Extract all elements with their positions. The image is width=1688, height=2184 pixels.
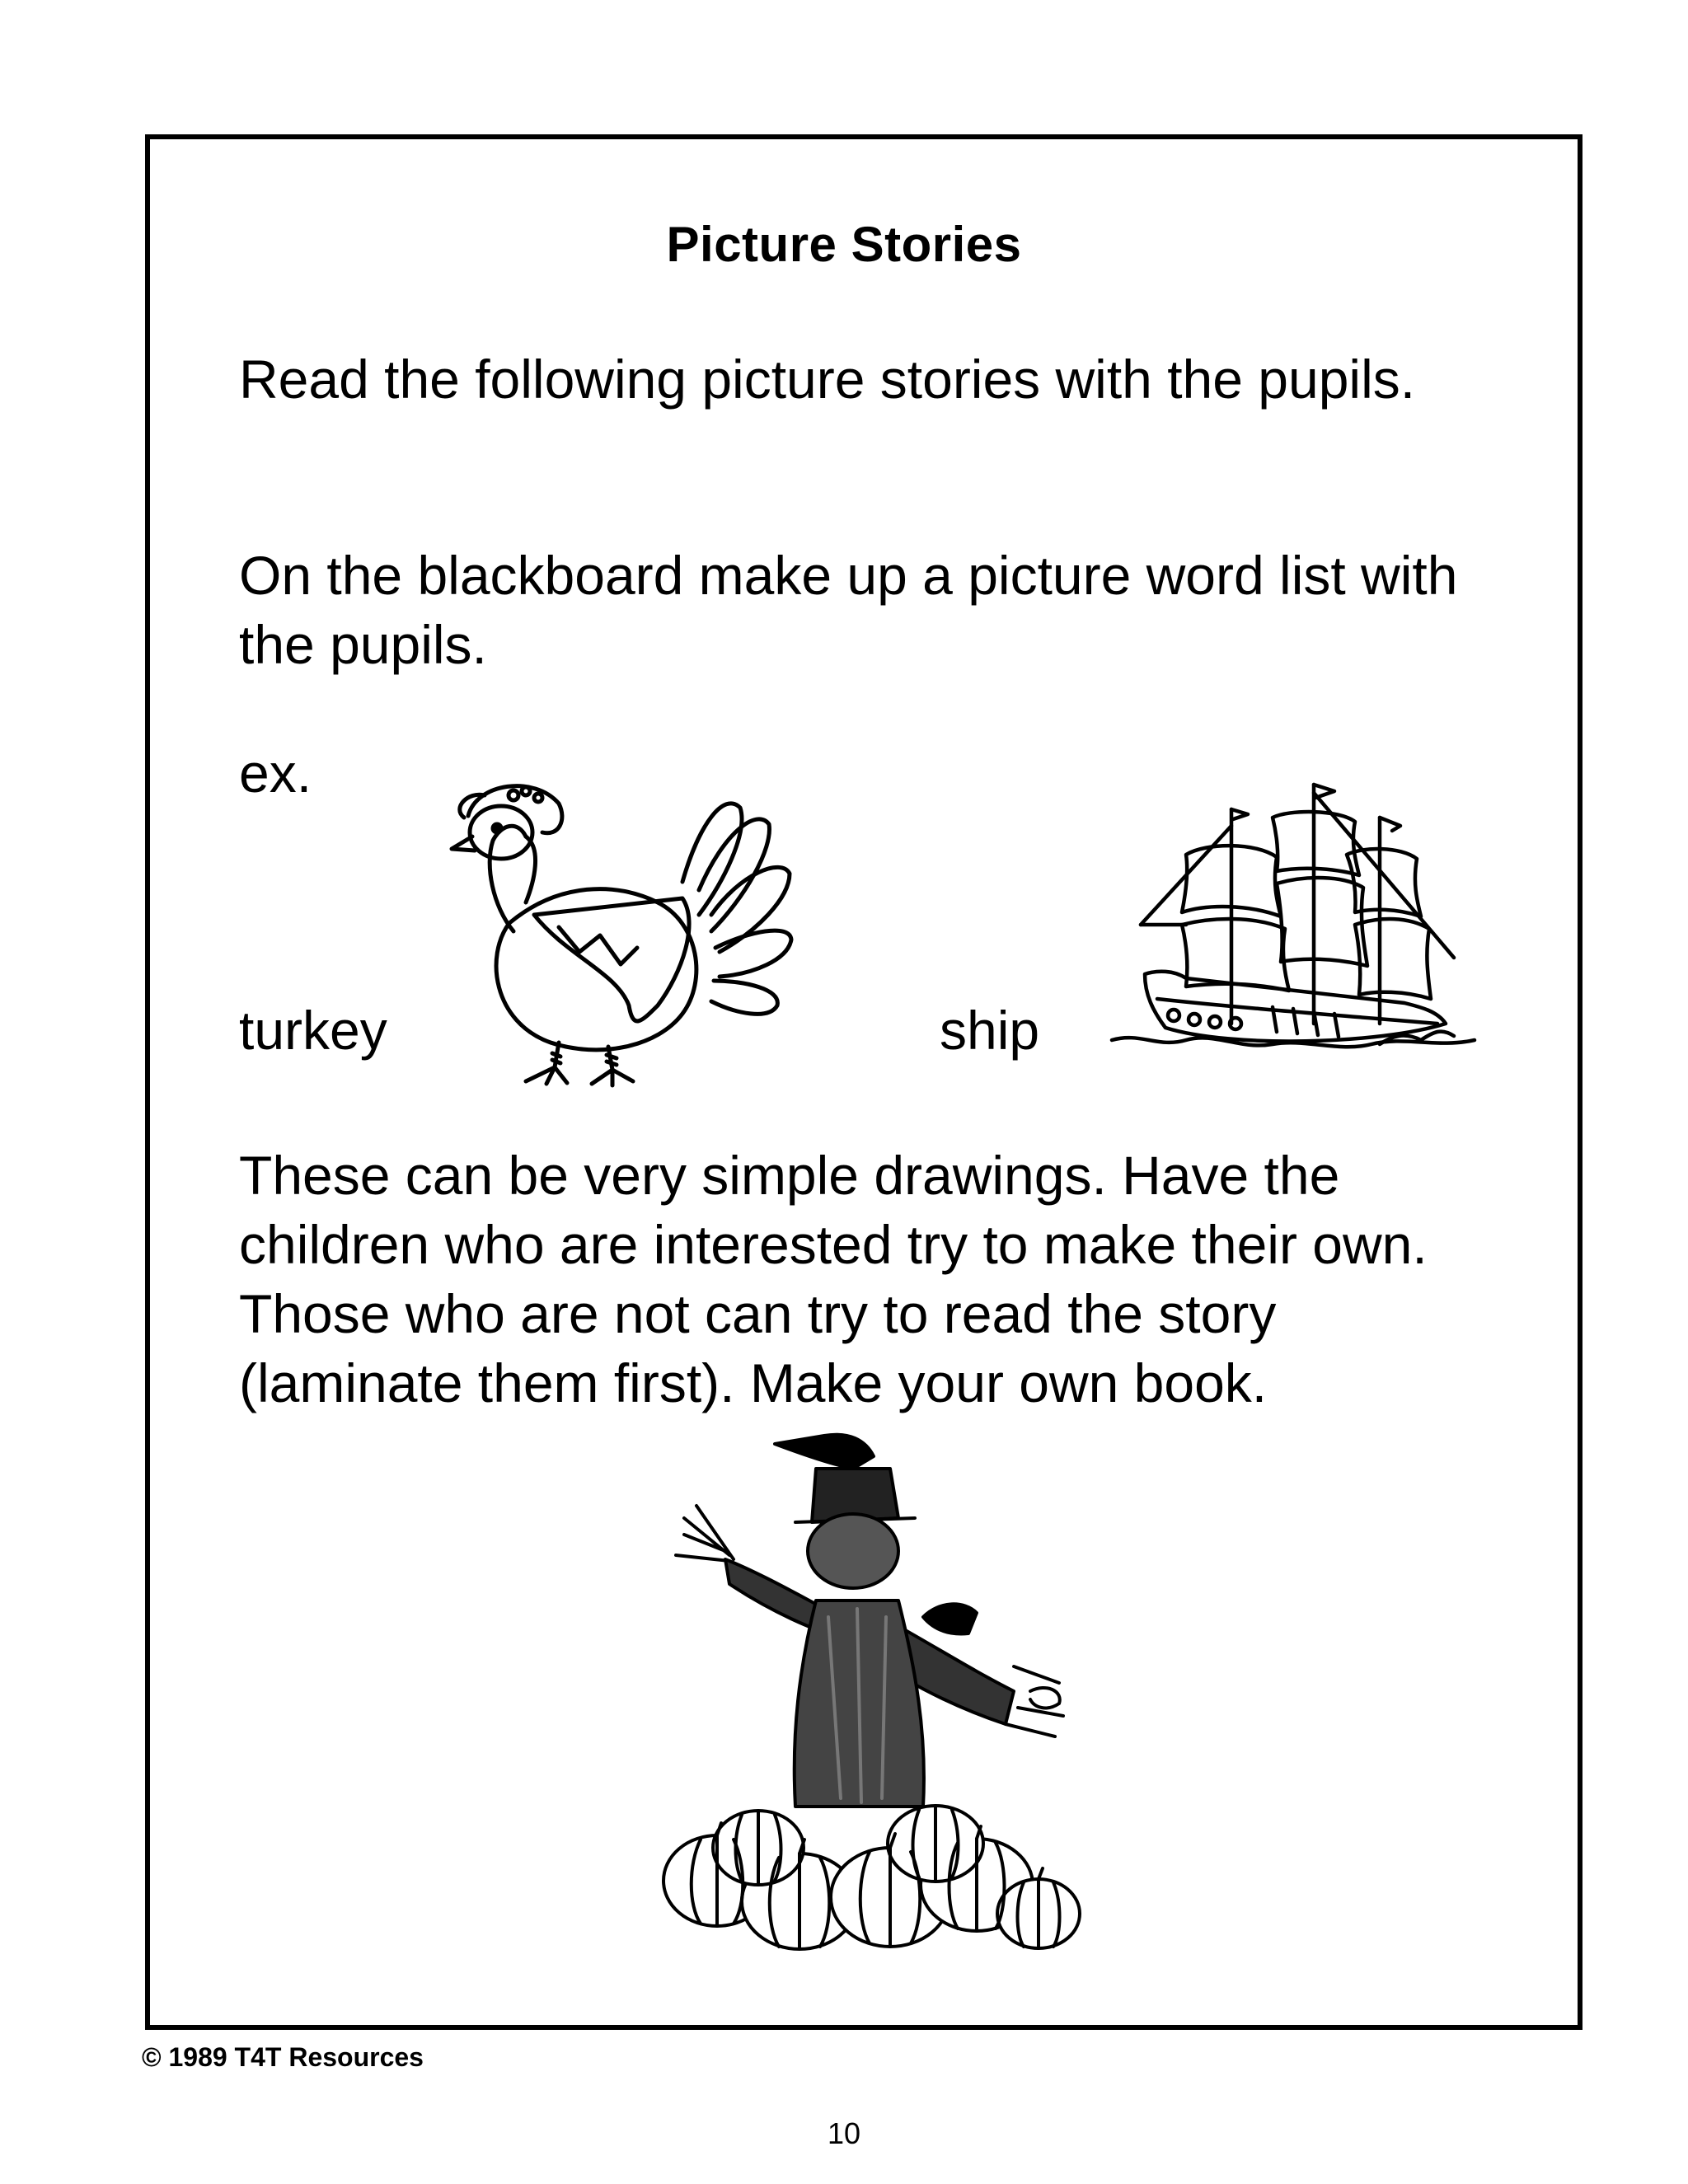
word-ship: ship <box>940 1000 1040 1061</box>
page-number: 10 <box>827 2116 861 2150</box>
instruction-paragraph-1: Read the following picture stories with the pupils. <box>239 349 1416 410</box>
instruction-paragraph-2: On the blackboard make up a picture word list with the pupils. <box>239 545 1458 675</box>
page-title: Picture Stories <box>666 217 1022 272</box>
word-turkey: turkey <box>239 1000 387 1061</box>
copyright-notice: © 1989 T4T Resources <box>142 2042 424 2072</box>
turkey-in-bonnet-icon <box>435 758 806 1088</box>
sailing-ship-icon <box>1108 760 1479 1073</box>
instruction-paragraph-3: These can be very simple drawings. Have the children who are interested try to make their own. Those who are not can try to read the story (laminate them first). Make your own book. <box>239 1145 1428 1413</box>
scarecrow-with-pumpkins-icon <box>651 1419 1088 1955</box>
example-label: ex. <box>239 743 312 804</box>
